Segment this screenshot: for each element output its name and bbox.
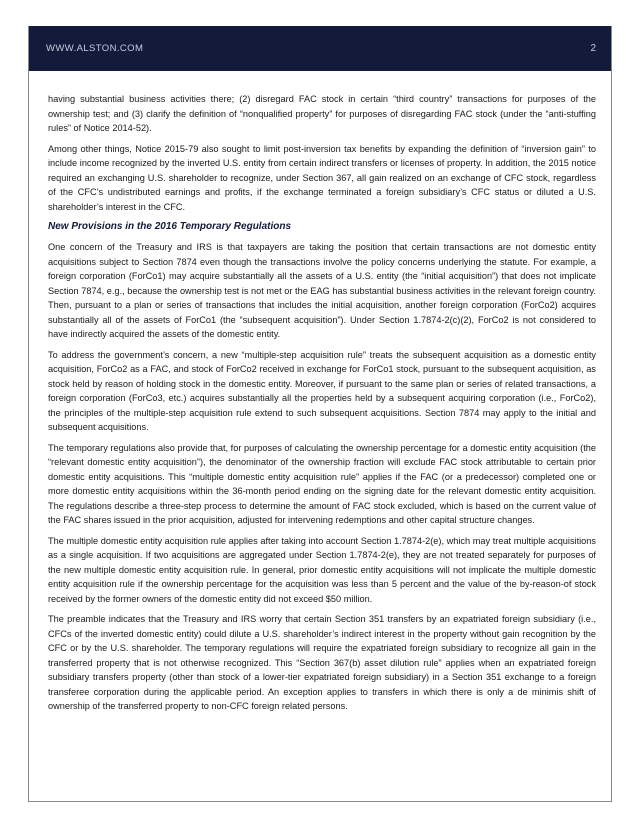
paragraph: The multiple domestic entity acquisition rule applies after taking into account Section 1.7874-2(e), which may treat multiple acquisitions as a single acquisition. If two acquisitions are aggregated under Section 1.7874-2(e), they are not treated separately for purposes of the new multiple domestic entity acquisition rule. In general, prior domestic entity acquisitions will not implicate the multiple domestic entity acquisition rule if the ownership percentage for the acquisition was less than 5 percent and the value of the by-reason-of stock received by the former owners of the domestic entity did not exceed $50 million. [48, 535, 596, 604]
paragraph: The temporary regulations also provide that, for purposes of calculating the ownership percentage for a domestic entity acquisition (the “relevant domestic entity acquisition”), the denominator of the ownership fraction will exclude FAC stock attributable to certain prior domestic entity acquisitions. This “multiple domestic entity acquisition rule” applies if the FAC (or a predecessor) completed one or more domestic entity acquisitions within the 36-month period ending on the signing date for the relevant domestic entity acquisition. The regulations describe a three-step process to determine the amount of FAC stock excluded, which is based on the current value of the FAC shares issued in the prior acquisition, adjusted for intervening redemptions and other capital structure changes. [48, 442, 596, 525]
paragraph: To address the government’s concern, a new “multiple-step acquisition rule” treats the subsequent acquisition as a domestic entity acquisition, ForCo2 as a FAC, and stock of ForCo2 received in exchange for ForCo1 stock, pursuant to the subsequent acquisition, as stock held by reason of holding stock in the domestic entity. Moreover, if pursuant to the same plan or series of related transactions, a foreign corporation (ForCo3, etc.) acquires substantially all the properties held by a subsequent acquiring corporation (i.e., ForCo2), the principles of the multiple-step acquisition rule extend to such subsequent acquisitions. Section 7874 may apply to the initial and subsequent acquisitions. [48, 349, 596, 432]
paragraph: having substantial business activities there; (2) disregard FAC stock in certain “third country” transactions for purposes of the ownership test; and (3) clarify the definition of “nonqualified property” for purposes of disregarding FAC stock (under the “anti-stuffing rules” of Notice 2014-52). [48, 94, 596, 133]
paragraph: The preamble indicates that the Treasury and IRS worry that certain Section 351 transfers by an expatriated foreign subsidiary (i.e., CFCs of the inverted domestic entity) could dilute a U.S. shareholder’s indirect interest in the property without gain recognition by the CFC or by the U.S. shareholder. The temporary regulations will require the expatriated foreign subsidiary to recognize all gain in the transferred property that is not otherwise recognized. This “Section 367(b) asset dilution rule” applies when an expatriated foreign subsidiary transfers property (other than stock of a lower-tier expatriated foreign subsidiary) in a Section 351 exchange to a foreign transferee corporation during the applicable period. An exception applies to transfers in which there is only a de minimis shift of ownership of the transferred property to non-CFC foreign related persons. [48, 614, 596, 711]
paragraph: One concern of the Treasury and IRS is that taxpayers are taking the position that certain transactions are not domestic entity acquisitions subject to Section 7874 even though the transactions involve the policy concerns underlying the statute. For example, a foreign corporation (ForCo1) may acquire substantially all the assets of a U.S. entity (the “initial acquisition”) that does not implicate Section 7874, e.g., because the ownership test is not met or the EAG has substantial business activities in the relevant foreign country. Then, pursuant to a plan or series of transactions that includes the initial acquisition, another foreign corporation (ForCo2) acquires substantially all of the assets of ForCo1 (the “subsequent acquisition”). Under Section 1.7874-2(c)(2), ForCo2 is not considered to have indirectly acquired the assets of the domestic entity. [48, 242, 596, 339]
document-body [48, 92, 596, 720]
page-number: 2 [590, 43, 596, 54]
page-header [28, 26, 612, 71]
site-url[interactable]: WWW.ALSTON.COM [46, 43, 144, 54]
section-heading: New Provisions in the 2016 Temporary Regulations [48, 221, 292, 232]
paragraph: Among other things, Notice 2015-79 also sought to limit post-inversion tax benefits by expanding the definition of “inversion gain” to include income recognized by the inverted U.S. entity from certain indirect transfers or licenses of property. In addition, the 2015 notice required an exchanging U.S. shareholder to recognize, under Section 367, all gain realized on an exchange of CFC stock, regardless of the CFC’s undistributed earnings and profits, if the exchange terminated a foreign subsidiary’s CFC status or diluted a U.S. shareholder’s interest in the CFC. [48, 143, 596, 212]
